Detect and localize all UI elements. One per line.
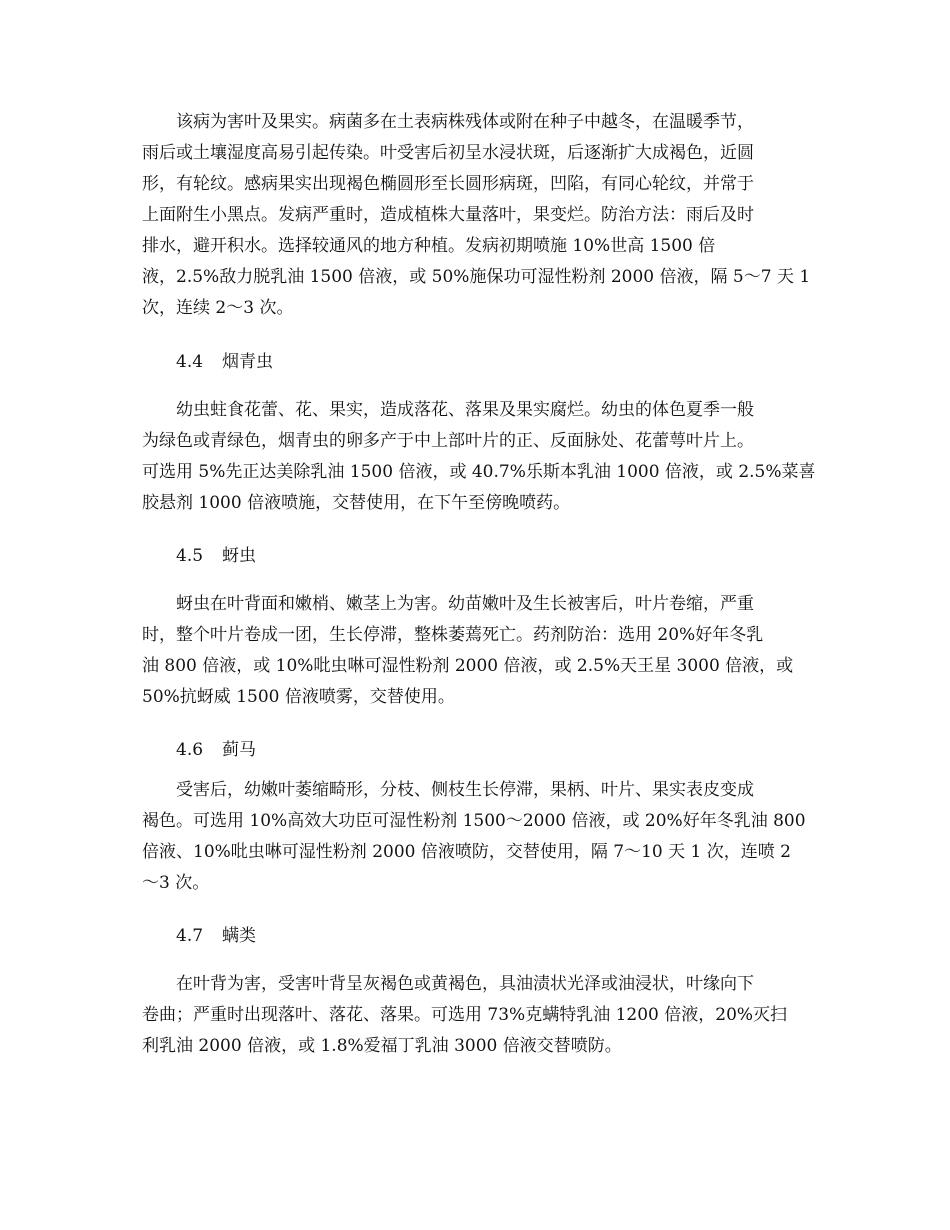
text-line: 50%抗蚜威 1500 倍液喷雾，交替使用。: [142, 687, 455, 707]
text-line: 在叶背为害，受害叶背呈灰褐色或黄褐色，具油渍状光泽或油浸状，叶缘向下: [176, 974, 754, 994]
text-line: 上面附生小黑点。发病严重时，造成植株大量落叶，果变烂。防治方法：雨后及时: [142, 205, 754, 225]
text-line: 为绿色或青绿色，烟青虫的卵多产于中上部叶片的正、反面脉处、花蕾萼叶片上。: [142, 431, 754, 451]
text-line: 卷曲；严重时出现落叶、落花、落果。可选用 73%克螨特乳油 1200 倍液，20%灭扫: [142, 1005, 788, 1025]
text-line: 形，有轮纹。感病果实出现褐色椭圆形至长圆形病斑，凹陷，有同心轮纹，并常于: [142, 174, 754, 194]
paragraph-disease-control: [142, 107, 812, 324]
section-number: 4.5: [176, 546, 204, 566]
section-number: 4.6: [176, 740, 204, 760]
section-heading-4-4: [176, 347, 273, 378]
paragraph-tobacco-budworm: [142, 395, 816, 519]
text-line: ～3 次。: [142, 873, 210, 893]
section-heading-4-5: [176, 541, 256, 572]
text-line: 油 800 倍液，或 10%吡虫啉可湿性粉剂 2000 倍液，或 2.5%天王星 3000 倍液，或: [142, 656, 794, 676]
text-line: 可选用 5%先正达美除乳油 1500 倍液，或 40.7%乐斯本乳油 1000 倍液，或 2.5%菜喜: [142, 462, 816, 482]
text-line: 利乳油 2000 倍液，或 1.8%爱福丁乳油 3000 倍液交替喷防。: [142, 1036, 622, 1056]
section-title: 蓟马: [222, 740, 256, 760]
text-line: 排水，避开积水。选择较通风的地方种植。发病初期喷施 10%世高 1500 倍: [142, 236, 716, 256]
text-line: 倍液、10%吡虫啉可湿性粉剂 2000 倍液喷防，交替使用，隔 7～10 天 1 次，连喷 2: [142, 842, 791, 862]
section-title: 螨类: [222, 926, 256, 946]
paragraph-mites: [142, 969, 812, 1062]
text-line: 该病为害叶及果实。病菌多在土表病株残体或附在种子中越冬，在温暖季节，: [176, 112, 754, 132]
text-line: 时，整个叶片卷成一团，生长停滞，整株萎蔫死亡。药剂防治：选用 20%好年冬乳: [142, 625, 764, 645]
text-line: 褐色。可选用 10%高效大功臣可湿性粉剂 1500～2000 倍液，或 20%好年冬乳油 800: [142, 811, 806, 831]
section-title: 烟青虫: [222, 352, 273, 372]
text-line: 蚜虫在叶背面和嫩梢、嫩茎上为害。幼苗嫩叶及生长被害后，叶片卷缩，严重: [176, 594, 754, 614]
text-line: 幼虫蛀食花蕾、花、果实，造成落花、落果及果实腐烂。幼虫的体色夏季一般: [176, 400, 754, 420]
text-line: 雨后或土壤湿度高易引起传染。叶受害后初呈水浸状斑，后逐渐扩大成褐色，近圆: [142, 143, 754, 163]
paragraph-aphids: [142, 589, 812, 713]
text-line: 受害后，幼嫩叶萎缩畸形，分枝、侧枝生长停滞，果柄、叶片、果实表皮变成: [176, 780, 754, 800]
section-number: 4.4: [176, 352, 204, 372]
section-heading-4-6: [176, 735, 256, 766]
text-line: 次，连续 2～3 次。: [142, 298, 294, 318]
section-number: 4.7: [176, 926, 204, 946]
section-title: 蚜虫: [222, 546, 256, 566]
paragraph-thrips: [142, 775, 812, 899]
text-line: 胶悬剂 1000 倍液喷施，交替使用，在下午至傍晚喷药。: [142, 493, 571, 513]
text-line: 液，2.5%敌力脱乳油 1500 倍液，或 50%施保功可湿性粉剂 2000 倍液，隔 5～7 天 1: [142, 267, 811, 287]
section-heading-4-7: [176, 921, 256, 952]
